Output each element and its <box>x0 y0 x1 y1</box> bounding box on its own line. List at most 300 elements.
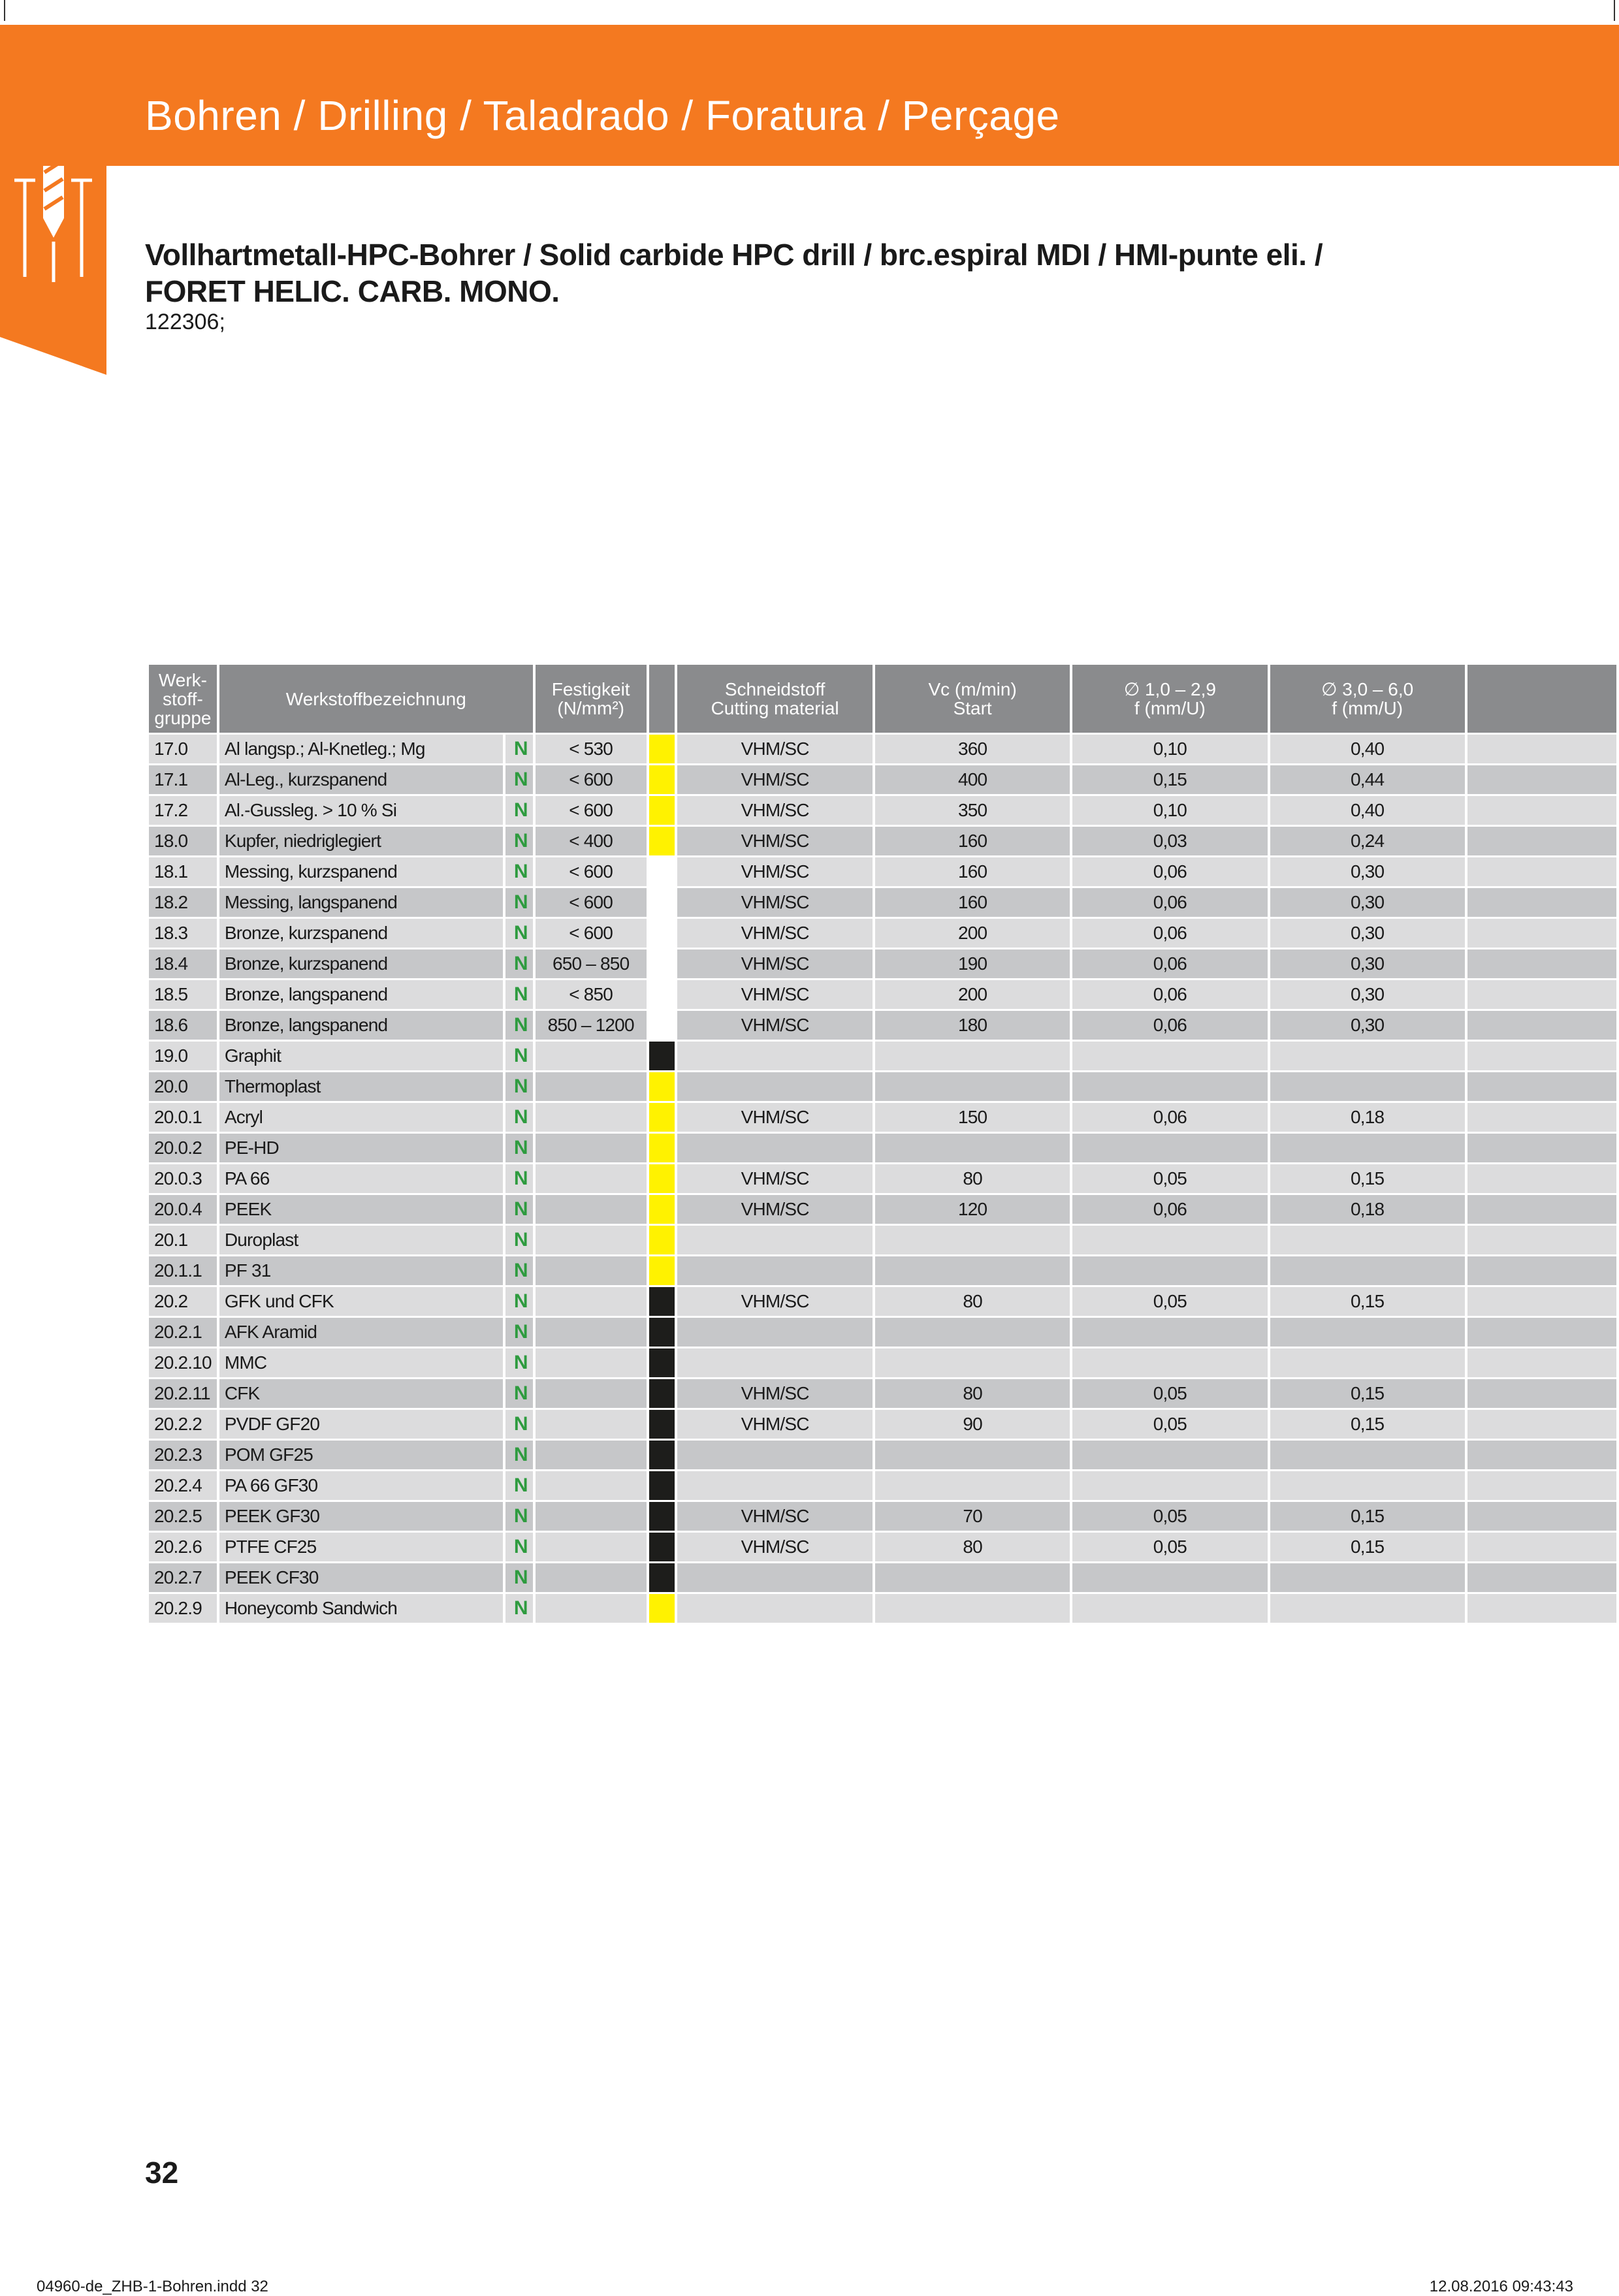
cell-feed-large: 0,18 <box>1270 1103 1465 1132</box>
cell-swatch <box>649 1287 675 1316</box>
cell-cutting-material: VHM/SC <box>677 857 873 886</box>
cell-feed-small: 0,06 <box>1072 949 1267 978</box>
cell-feed-large <box>1270 1042 1465 1070</box>
cell-cutting-material: VHM/SC <box>677 1103 873 1132</box>
cell-strength: < 600 <box>536 765 647 794</box>
cell-material: PA 66 GF30 <box>219 1471 503 1500</box>
table-body <box>149 735 1616 1623</box>
page-number: 32 <box>145 2156 179 2190</box>
cell-strength <box>536 1410 647 1439</box>
cell-group: 20.2.4 <box>149 1471 217 1500</box>
cutting-data-table <box>146 663 1619 1625</box>
cell-material-class: N <box>505 949 533 978</box>
cell-feed-large: 0,30 <box>1270 888 1465 917</box>
cell-cutting-material <box>677 1042 873 1070</box>
cell-empty <box>1467 1226 1616 1254</box>
cell-group: 20.0.2 <box>149 1134 217 1162</box>
cell-material: Al langsp.; Al-Knetleg.; Mg <box>219 735 503 763</box>
cell-cutting-material: VHM/SC <box>677 1011 873 1040</box>
cell-empty <box>1467 1441 1616 1469</box>
cell-group: 20.2.9 <box>149 1594 217 1623</box>
cell-group: 20.0 <box>149 1072 217 1101</box>
cell-cutting-material <box>677 1471 873 1500</box>
side-tab <box>0 166 106 375</box>
cell-material: PVDF GF20 <box>219 1410 503 1439</box>
cell-strength <box>536 1226 647 1254</box>
table-row <box>149 1195 1616 1224</box>
product-code: 122306; <box>145 310 225 334</box>
cell-group: 20.1 <box>149 1226 217 1254</box>
cell-swatch <box>649 1318 675 1347</box>
cell-swatch <box>649 1471 675 1500</box>
product-title-line2: FORET HELIC. CARB. MONO. <box>145 274 560 308</box>
cell-strength: < 530 <box>536 735 647 763</box>
cell-empty <box>1467 1042 1616 1070</box>
cell-swatch <box>649 1256 675 1285</box>
cell-cutting-material: VHM/SC <box>677 1379 873 1408</box>
cell-material: GFK und CFK <box>219 1287 503 1316</box>
cell-feed-small: 0,06 <box>1072 888 1267 917</box>
cell-group: 20.0.3 <box>149 1164 217 1193</box>
cell-cutting-material: VHM/SC <box>677 980 873 1009</box>
cell-feed-large <box>1270 1441 1465 1469</box>
cell-strength: < 600 <box>536 919 647 948</box>
cell-group: 17.1 <box>149 765 217 794</box>
cell-feed-small: 0,03 <box>1072 827 1267 855</box>
cell-strength: < 600 <box>536 796 647 825</box>
cell-material: Duroplast <box>219 1226 503 1254</box>
cell-feed-small <box>1072 1042 1267 1070</box>
cell-material: MMC <box>219 1348 503 1377</box>
cell-feed-large: 0,18 <box>1270 1195 1465 1224</box>
cell-swatch <box>649 1563 675 1592</box>
cell-cutting-material: VHM/SC <box>677 919 873 948</box>
cell-material-class: N <box>505 1134 533 1162</box>
cell-feed-large <box>1270 1318 1465 1347</box>
cell-feed-small: 0,06 <box>1072 857 1267 886</box>
cell-feed-small: 0,06 <box>1072 919 1267 948</box>
header-group: Werk- stoff- gruppe <box>149 665 217 733</box>
cell-material: AFK Aramid <box>219 1318 503 1347</box>
cell-group: 18.4 <box>149 949 217 978</box>
cell-material: Messing, kurzspanend <box>219 857 503 886</box>
cell-empty <box>1467 980 1616 1009</box>
header-strength: Festigkeit (N/mm²) <box>536 665 647 733</box>
cell-material-class: N <box>505 1471 533 1500</box>
cell-swatch <box>649 765 675 794</box>
cell-swatch <box>649 1164 675 1193</box>
cell-cutting-material: VHM/SC <box>677 735 873 763</box>
cell-material: PEEK <box>219 1195 503 1224</box>
cell-vc <box>875 1256 1070 1285</box>
product-title <box>145 236 1516 310</box>
cell-feed-large <box>1270 1563 1465 1592</box>
cell-group: 19.0 <box>149 1042 217 1070</box>
cell-empty <box>1467 735 1616 763</box>
cell-empty <box>1467 919 1616 948</box>
cell-vc: 160 <box>875 888 1070 917</box>
table-row <box>149 1164 1616 1193</box>
cell-cutting-material <box>677 1256 873 1285</box>
table-row <box>149 1594 1616 1623</box>
cell-swatch <box>649 1042 675 1070</box>
cell-group: 17.2 <box>149 796 217 825</box>
cell-material-class: N <box>505 1441 533 1469</box>
cell-cutting-material <box>677 1563 873 1592</box>
cell-material-class: N <box>505 888 533 917</box>
cell-material: PEEK GF30 <box>219 1502 503 1531</box>
cell-vc: 80 <box>875 1379 1070 1408</box>
cell-feed-large: 0,15 <box>1270 1287 1465 1316</box>
cell-feed-large: 0,15 <box>1270 1379 1465 1408</box>
cell-feed-large: 0,30 <box>1270 919 1465 948</box>
cell-swatch <box>649 857 675 886</box>
cell-feed-small <box>1072 1226 1267 1254</box>
cell-feed-large: 0,40 <box>1270 735 1465 763</box>
cell-material: POM GF25 <box>219 1441 503 1469</box>
cell-material-class: N <box>505 735 533 763</box>
cell-material-class: N <box>505 1011 533 1040</box>
table-row <box>149 1042 1616 1070</box>
cell-material: PEEK CF30 <box>219 1563 503 1592</box>
table-row <box>149 1256 1616 1285</box>
cell-strength <box>536 1195 647 1224</box>
cell-material-class: N <box>505 1164 533 1193</box>
table-row <box>149 1011 1616 1040</box>
cell-empty <box>1467 1287 1616 1316</box>
cell-group: 20.2.1 <box>149 1318 217 1347</box>
cell-cutting-material: VHM/SC <box>677 796 873 825</box>
cell-empty <box>1467 827 1616 855</box>
table-row <box>149 1287 1616 1316</box>
cell-material-class: N <box>505 1256 533 1285</box>
cell-feed-large: 0,44 <box>1270 765 1465 794</box>
cell-material-class: N <box>505 1287 533 1316</box>
cell-strength: < 600 <box>536 857 647 886</box>
cell-vc: 180 <box>875 1011 1070 1040</box>
cell-vc: 360 <box>875 735 1070 763</box>
cell-strength <box>536 1471 647 1500</box>
cell-vc: 400 <box>875 765 1070 794</box>
cell-material: CFK <box>219 1379 503 1408</box>
cell-material: PA 66 <box>219 1164 503 1193</box>
cell-feed-small <box>1072 1072 1267 1101</box>
cell-material-class: N <box>505 1042 533 1070</box>
cell-group: 20.2.5 <box>149 1502 217 1531</box>
table-row <box>149 735 1616 763</box>
footer-file-info: 04960-de_ZHB-1-Bohren.indd 32 <box>37 2278 268 2295</box>
cell-material: Bronze, langspanend <box>219 1011 503 1040</box>
cell-swatch <box>649 1072 675 1101</box>
cell-material: Kupfer, niedriglegiert <box>219 827 503 855</box>
cell-swatch <box>649 735 675 763</box>
table-row <box>149 857 1616 886</box>
cell-feed-small <box>1072 1318 1267 1347</box>
table-row <box>149 1134 1616 1162</box>
cell-material: Honeycomb Sandwich <box>219 1594 503 1623</box>
cell-material-class: N <box>505 1563 533 1592</box>
cell-group: 20.1.1 <box>149 1256 217 1285</box>
cell-feed-small: 0,06 <box>1072 1011 1267 1040</box>
cell-empty <box>1467 888 1616 917</box>
cell-vc: 80 <box>875 1164 1070 1193</box>
cell-swatch <box>649 1533 675 1561</box>
cell-feed-large: 0,15 <box>1270 1164 1465 1193</box>
table-row <box>149 1441 1616 1469</box>
cell-material-class: N <box>505 1195 533 1224</box>
cell-vc <box>875 1134 1070 1162</box>
cell-feed-small: 0,06 <box>1072 1195 1267 1224</box>
crop-mark-right <box>1614 0 1615 21</box>
table-row <box>149 980 1616 1009</box>
cell-feed-small: 0,05 <box>1072 1379 1267 1408</box>
cell-strength: < 600 <box>536 888 647 917</box>
cell-material-class: N <box>505 1502 533 1531</box>
cell-cutting-material <box>677 1441 873 1469</box>
cell-cutting-material <box>677 1318 873 1347</box>
cell-vc: 90 <box>875 1410 1070 1439</box>
cell-material: Thermoplast <box>219 1072 503 1101</box>
cell-strength <box>536 1502 647 1531</box>
cell-swatch <box>649 1594 675 1623</box>
cell-group: 20.2.7 <box>149 1563 217 1592</box>
cell-strength <box>536 1379 647 1408</box>
cell-feed-large <box>1270 1072 1465 1101</box>
cell-empty <box>1467 1134 1616 1162</box>
cell-group: 20.2.10 <box>149 1348 217 1377</box>
cell-material-class: N <box>505 1072 533 1101</box>
cell-strength <box>536 1164 647 1193</box>
header-material: Werkstoffbezeichnung <box>219 665 533 733</box>
cell-swatch <box>649 1379 675 1408</box>
cell-feed-small: 0,05 <box>1072 1287 1267 1316</box>
cell-group: 18.2 <box>149 888 217 917</box>
cell-empty <box>1467 1533 1616 1561</box>
cell-swatch <box>649 1134 675 1162</box>
table-row <box>149 827 1616 855</box>
cell-strength <box>536 1594 647 1623</box>
cell-swatch <box>649 1103 675 1132</box>
cell-empty <box>1467 949 1616 978</box>
cell-feed-small <box>1072 1256 1267 1285</box>
cell-feed-small <box>1072 1134 1267 1162</box>
cell-material: Messing, langspanend <box>219 888 503 917</box>
cell-material: Acryl <box>219 1103 503 1132</box>
cell-group: 20.2.11 <box>149 1379 217 1408</box>
cell-vc: 190 <box>875 949 1070 978</box>
cell-feed-large <box>1270 1256 1465 1285</box>
table-row <box>149 796 1616 825</box>
crop-mark-left <box>4 0 5 21</box>
cell-strength <box>536 1441 647 1469</box>
cell-vc: 200 <box>875 980 1070 1009</box>
table-row <box>149 888 1616 917</box>
cell-empty <box>1467 765 1616 794</box>
cell-empty <box>1467 1195 1616 1224</box>
cell-cutting-material: VHM/SC <box>677 1195 873 1224</box>
cell-vc <box>875 1441 1070 1469</box>
cell-group: 20.2 <box>149 1287 217 1316</box>
cell-strength: < 400 <box>536 827 647 855</box>
cell-vc: 200 <box>875 919 1070 948</box>
cell-feed-large: 0,24 <box>1270 827 1465 855</box>
header-feed-large: ∅ 3,0 – 6,0 f (mm/U) <box>1270 665 1465 733</box>
cell-strength <box>536 1318 647 1347</box>
cell-swatch <box>649 1502 675 1531</box>
table-row <box>149 1226 1616 1254</box>
cell-empty <box>1467 857 1616 886</box>
cell-feed-small: 0,06 <box>1072 980 1267 1009</box>
header-vc: Vc (m/min) Start <box>875 665 1070 733</box>
cell-feed-small: 0,10 <box>1072 735 1267 763</box>
cell-swatch <box>649 1348 675 1377</box>
cell-feed-small <box>1072 1594 1267 1623</box>
cell-swatch <box>649 1195 675 1224</box>
cell-feed-large: 0,30 <box>1270 949 1465 978</box>
cell-feed-small: 0,06 <box>1072 1103 1267 1132</box>
cell-vc: 160 <box>875 857 1070 886</box>
cell-vc: 120 <box>875 1195 1070 1224</box>
cell-feed-small <box>1072 1441 1267 1469</box>
cell-feed-large: 0,30 <box>1270 1011 1465 1040</box>
cell-feed-large: 0,15 <box>1270 1533 1465 1561</box>
cell-material-class: N <box>505 1103 533 1132</box>
cell-empty <box>1467 1379 1616 1408</box>
cell-cutting-material <box>677 1348 873 1377</box>
cell-vc: 80 <box>875 1533 1070 1561</box>
table-row <box>149 1379 1616 1408</box>
cell-feed-small: 0,05 <box>1072 1410 1267 1439</box>
cell-feed-small: 0,10 <box>1072 796 1267 825</box>
header-swatch <box>649 665 675 733</box>
cell-group: 18.1 <box>149 857 217 886</box>
header-feed-small: ∅ 1,0 – 2,9 f (mm/U) <box>1072 665 1267 733</box>
cell-feed-small: 0,05 <box>1072 1533 1267 1561</box>
cell-empty <box>1467 1348 1616 1377</box>
cell-empty <box>1467 1594 1616 1623</box>
cell-empty <box>1467 1103 1616 1132</box>
cell-empty <box>1467 1072 1616 1101</box>
cell-feed-large: 0,40 <box>1270 796 1465 825</box>
cell-swatch <box>649 1011 675 1040</box>
drill-bit-icon <box>14 166 92 282</box>
cell-empty <box>1467 1011 1616 1040</box>
cell-cutting-material <box>677 1226 873 1254</box>
cell-vc <box>875 1226 1070 1254</box>
cell-strength <box>536 1256 647 1285</box>
cell-group: 18.5 <box>149 980 217 1009</box>
cell-material-class: N <box>505 1594 533 1623</box>
cell-material: PE-HD <box>219 1134 503 1162</box>
cell-strength <box>536 1563 647 1592</box>
cell-feed-large <box>1270 1348 1465 1377</box>
table-row <box>149 1072 1616 1101</box>
cell-material-class: N <box>505 1410 533 1439</box>
cell-vc: 350 <box>875 796 1070 825</box>
cell-feed-small: 0,05 <box>1072 1502 1267 1531</box>
table-row <box>149 765 1616 794</box>
cell-material: PF 31 <box>219 1256 503 1285</box>
cell-cutting-material: VHM/SC <box>677 1287 873 1316</box>
cell-cutting-material <box>677 1134 873 1162</box>
cell-material-class: N <box>505 857 533 886</box>
cell-group: 20.2.6 <box>149 1533 217 1561</box>
table-row <box>149 1563 1616 1592</box>
cell-strength: 650 – 850 <box>536 949 647 978</box>
cell-group: 20.2.2 <box>149 1410 217 1439</box>
cell-group: 18.0 <box>149 827 217 855</box>
table-row <box>149 1502 1616 1531</box>
table-row <box>149 949 1616 978</box>
cell-vc: 80 <box>875 1287 1070 1316</box>
cell-vc <box>875 1072 1070 1101</box>
table-row <box>149 1471 1616 1500</box>
cell-material-class: N <box>505 1348 533 1377</box>
cell-cutting-material: VHM/SC <box>677 1502 873 1531</box>
cell-material: Graphit <box>219 1042 503 1070</box>
cell-vc: 70 <box>875 1502 1070 1531</box>
cell-strength <box>536 1042 647 1070</box>
table-header-row <box>149 665 1616 733</box>
cell-empty <box>1467 1410 1616 1439</box>
table-row <box>149 1348 1616 1377</box>
cell-vc <box>875 1594 1070 1623</box>
cell-material-class: N <box>505 1318 533 1347</box>
cell-vc <box>875 1348 1070 1377</box>
cell-group: 18.6 <box>149 1011 217 1040</box>
cell-feed-large <box>1270 1134 1465 1162</box>
cell-material: Bronze, langspanend <box>219 980 503 1009</box>
cell-material-class: N <box>505 1226 533 1254</box>
cell-vc: 160 <box>875 827 1070 855</box>
cell-feed-large <box>1270 1594 1465 1623</box>
cell-empty <box>1467 796 1616 825</box>
cell-group: 20.0.4 <box>149 1195 217 1224</box>
cell-strength <box>536 1287 647 1316</box>
cell-swatch <box>649 980 675 1009</box>
cell-cutting-material <box>677 1072 873 1101</box>
cell-cutting-material: VHM/SC <box>677 949 873 978</box>
cell-vc <box>875 1318 1070 1347</box>
cell-empty <box>1467 1563 1616 1592</box>
cell-material: PTFE CF25 <box>219 1533 503 1561</box>
cell-group: 17.0 <box>149 735 217 763</box>
cell-cutting-material: VHM/SC <box>677 1533 873 1561</box>
cell-feed-small <box>1072 1348 1267 1377</box>
footer-timestamp: 12.08.2016 09:43:43 <box>1429 2278 1573 2295</box>
cell-vc <box>875 1563 1070 1592</box>
cell-cutting-material <box>677 1594 873 1623</box>
cell-material-class: N <box>505 827 533 855</box>
cell-strength <box>536 1072 647 1101</box>
cell-cutting-material: VHM/SC <box>677 1164 873 1193</box>
cell-feed-large <box>1270 1471 1465 1500</box>
cell-empty <box>1467 1256 1616 1285</box>
cell-material: Bronze, kurzspanend <box>219 949 503 978</box>
table-row <box>149 1318 1616 1347</box>
cell-swatch <box>649 1226 675 1254</box>
cell-material: Bronze, kurzspanend <box>219 919 503 948</box>
cell-feed-large: 0,30 <box>1270 857 1465 886</box>
cell-vc <box>875 1471 1070 1500</box>
cell-material-class: N <box>505 765 533 794</box>
cell-feed-large: 0,15 <box>1270 1410 1465 1439</box>
cell-swatch <box>649 827 675 855</box>
cell-empty <box>1467 1471 1616 1500</box>
cell-feed-small: 0,05 <box>1072 1164 1267 1193</box>
cell-feed-small <box>1072 1563 1267 1592</box>
cell-cutting-material: VHM/SC <box>677 765 873 794</box>
